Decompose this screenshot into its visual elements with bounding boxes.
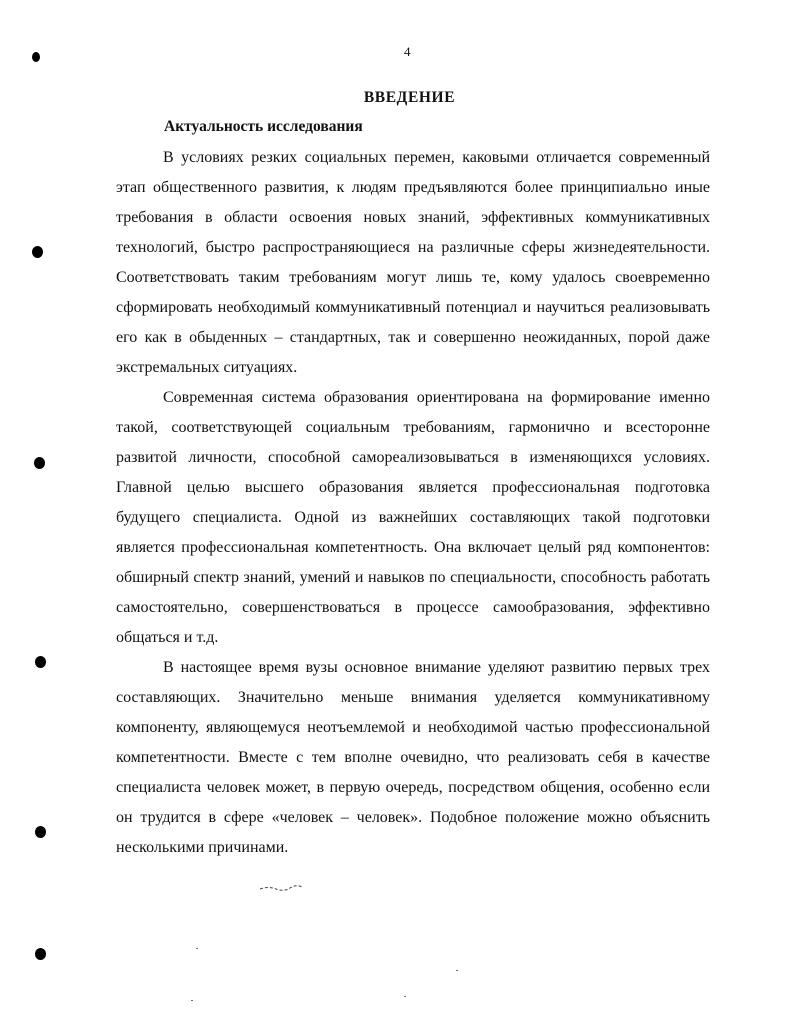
scan-speck bbox=[191, 1000, 193, 1001]
punch-hole bbox=[34, 457, 45, 469]
scan-speck bbox=[404, 996, 406, 997]
punch-hole bbox=[35, 656, 46, 668]
punch-hole bbox=[32, 52, 40, 62]
paragraph: Современная система образования ориентирована на формирование именно такой, соответствующей социальным требованиям, гармонично и всесторонне развитой личности, способной самореализовываться в изменяющихся условиях. Главной целью высшего образования является профессиональная подготовка будущего специалиста. Одной из важнейших составляющих такой подготовки является профессиональная компетентность. Она включает целый ряд компонентов: обширный спектр знаний, умений и навыков по специальности, способность работать самостоятельно, совершенствоваться в процессе самообразования, эффективно общаться и т.д. bbox=[116, 389, 710, 646]
paragraph: В настоящее время вузы основное внимание уделяют развитию первых трех составляющих. Значительно меньше внимания уделяется коммуникативному компоненту, являющемуся неотъемлемой и необходимой частью профессиональной компетентности. Вместе с тем вполне очевидно, что реализовать себя в качестве специалиста человек может, в первую очередь, посредством общения, особенно если он трудится в сфере «человек – человек». Подобное положение можно объяснить несколькими причинами. bbox=[116, 659, 710, 856]
paragraph: В условиях резких социальных перемен, каковыми отличается современный этап общественного развития, к людям предъявляются более принципиально иные требования в области освоения новых знаний, эффективных коммуникативных технологий, быстро распространяющиеся на различные сферы жизнедеятельности. Соответствовать таким требованиям могут лишь те, кому удалось своевременно сформировать необходимый коммуникативный потенциал и научиться реализовывать его как в обыденных – стандартных, так и совершенно неожиданных, порой даже экстремальных ситуациях. bbox=[116, 149, 710, 376]
punch-hole bbox=[35, 948, 46, 960]
section-subtitle: Актуальность исследования bbox=[164, 118, 363, 135]
page-title: ВВЕДЕНИЕ bbox=[363, 89, 456, 106]
punch-hole bbox=[35, 826, 46, 838]
scan-speck bbox=[456, 970, 458, 971]
page-number: 4 bbox=[404, 44, 411, 59]
scan-speck bbox=[196, 948, 198, 949]
punch-hole bbox=[32, 246, 43, 258]
document-body bbox=[116, 143, 710, 863]
pen-scribble bbox=[258, 881, 306, 893]
